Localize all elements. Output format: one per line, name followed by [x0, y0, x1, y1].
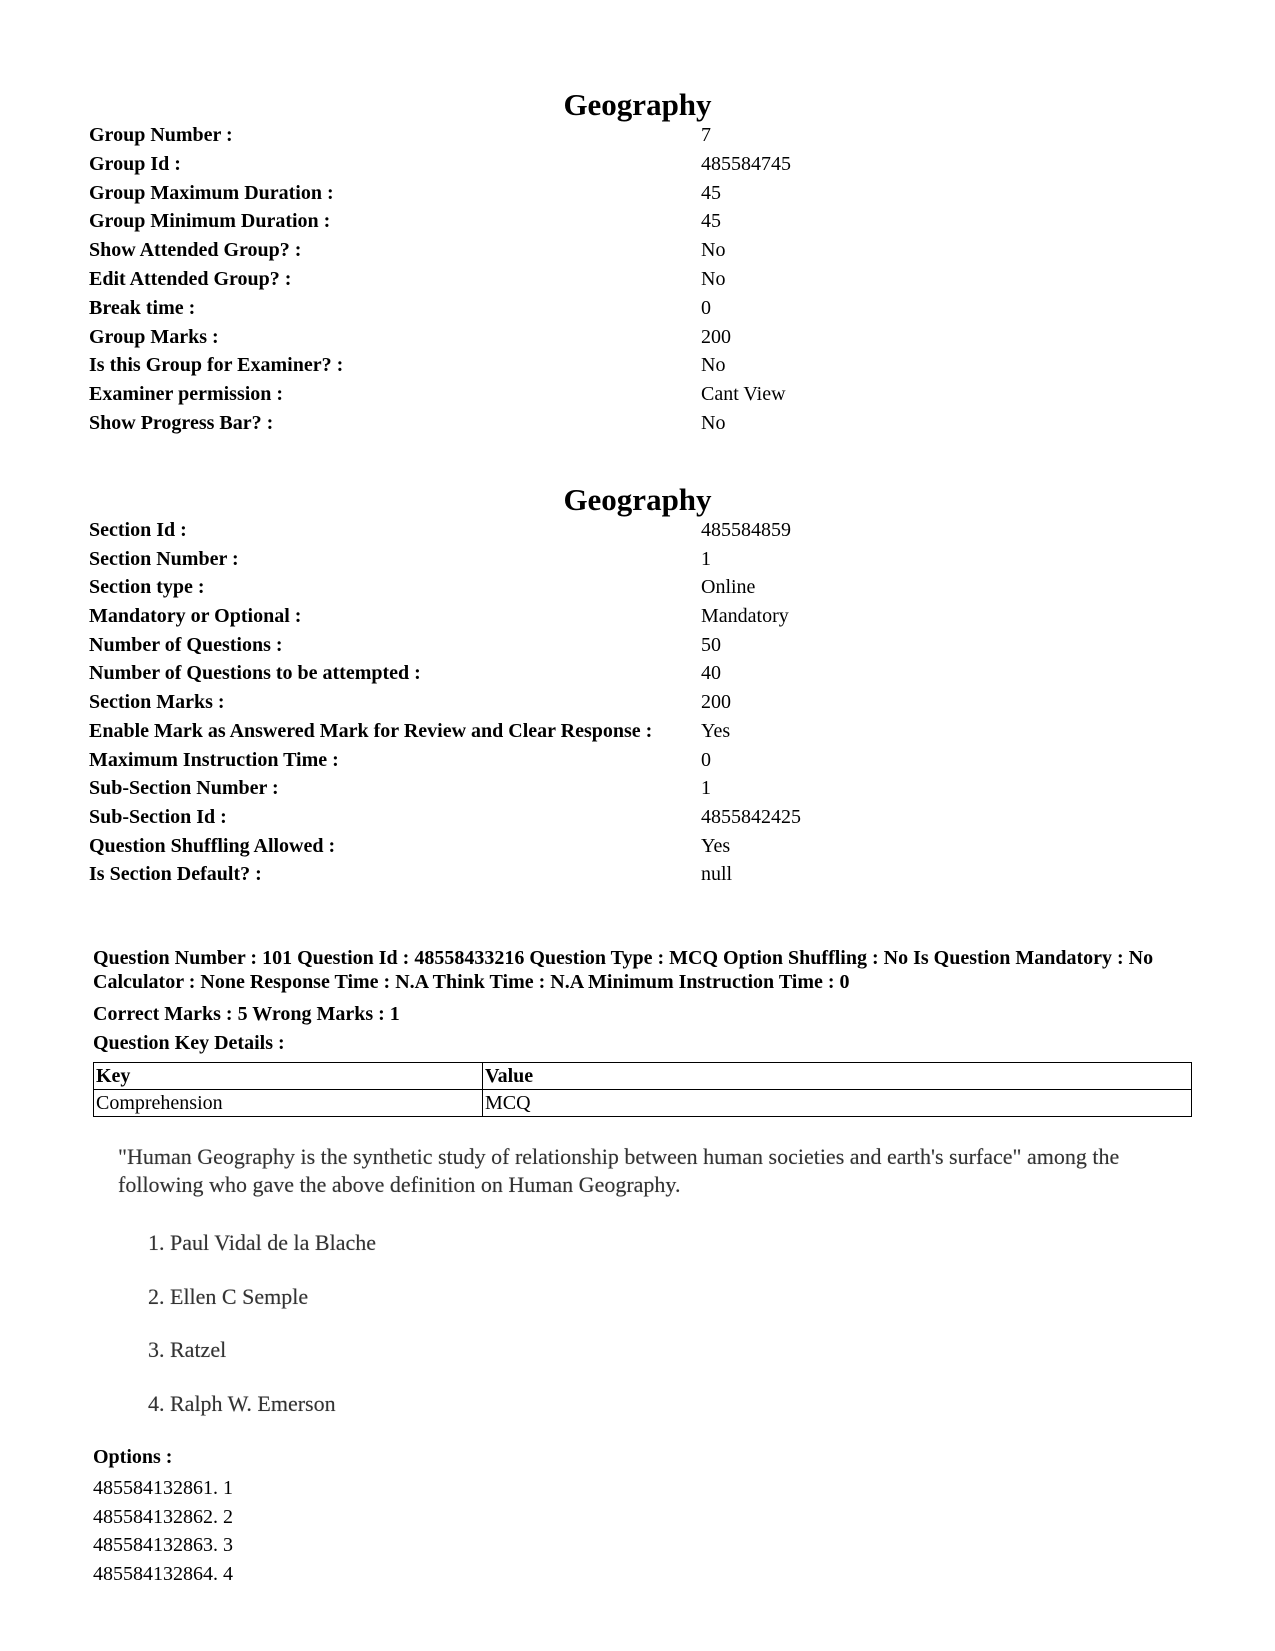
detail-value: 45 — [701, 210, 721, 233]
detail-key: Show Progress Bar? : — [89, 411, 274, 434]
detail-row — [89, 294, 1189, 323]
detail-key: Sub-Section Number : — [89, 777, 279, 800]
detail-key: Enable Mark as Answered Mark for Review and Clear Response : — [89, 719, 653, 742]
detail-key: Section Marks : — [89, 691, 225, 714]
detail-key: Group Id : — [89, 152, 181, 175]
detail-key: Group Minimum Duration : — [89, 210, 331, 233]
detail-key: Section Id : — [89, 519, 187, 541]
detail-value: No — [701, 239, 726, 262]
options-list — [93, 1474, 233, 1589]
detail-value: 200 — [701, 691, 731, 714]
detail-row — [89, 409, 1189, 438]
detail-key: Group Marks : — [89, 325, 219, 348]
detail-row — [89, 631, 1189, 660]
detail-value: 485584745 — [701, 152, 791, 175]
detail-row — [89, 236, 1189, 265]
detail-value: 485584859 — [701, 519, 791, 541]
option-item: 485584132861. 1 — [93, 1477, 233, 1499]
detail-key: Show Attended Group? : — [89, 239, 302, 262]
detail-value: No — [701, 267, 726, 290]
question-choice-2: 2. Ellen C Semple — [148, 1284, 309, 1309]
detail-key: Is Section Default? : — [89, 863, 262, 886]
group-details — [89, 121, 1189, 438]
detail-row — [89, 516, 1189, 545]
question-marks: Correct Marks : 5 Wrong Marks : 1 — [93, 1003, 400, 1025]
detail-row — [89, 717, 1189, 746]
detail-row — [89, 265, 1189, 294]
detail-value: Mandatory — [701, 605, 789, 628]
detail-key: Number of Questions to be attempted : — [89, 662, 421, 685]
detail-row — [89, 179, 1189, 208]
question-key-details-label: Question Key Details : — [93, 1032, 285, 1054]
detail-row — [89, 774, 1189, 803]
detail-value: Cant View — [701, 383, 786, 406]
section-title: Geography — [563, 482, 712, 517]
detail-row — [89, 573, 1189, 602]
detail-key: Edit Attended Group? : — [89, 267, 292, 290]
option-item: 485584132864. 4 — [93, 1563, 233, 1586]
detail-value: No — [701, 411, 726, 434]
detail-row — [89, 121, 1189, 150]
section-details — [89, 516, 1189, 889]
detail-row — [89, 380, 1189, 409]
detail-row — [89, 860, 1189, 889]
detail-key: Maximum Instruction Time : — [89, 748, 339, 771]
question-info: Question Number : 101 Question Id : 48558433216 Question Type : MCQ Option Shuffling : No Is Question Mandatory : No Calculator : None Response Time : N.A Think Time : N.A Minimum Instruction Time : 0 — [93, 947, 1154, 993]
option-item: 485584132862. 2 — [93, 1505, 233, 1528]
question-choice-3: 3. Ratzel — [148, 1337, 227, 1362]
detail-value: 4855842425 — [701, 805, 801, 828]
detail-value: 1 — [701, 777, 711, 800]
detail-key: Question Shuffling Allowed : — [89, 834, 336, 857]
detail-value: 50 — [701, 633, 721, 656]
detail-value: 200 — [701, 325, 731, 348]
detail-row — [89, 323, 1189, 352]
key-table-cell-value: MCQ — [483, 1090, 1192, 1117]
detail-value: null — [701, 863, 733, 886]
key-table-header-value: Value — [483, 1063, 1192, 1090]
detail-row — [89, 150, 1189, 179]
option-item: 485584132863. 3 — [93, 1534, 233, 1557]
detail-value: Yes — [701, 834, 731, 857]
key-table-header-row — [94, 1063, 1192, 1090]
detail-row — [89, 602, 1189, 631]
detail-value: 0 — [701, 748, 711, 771]
detail-row — [89, 746, 1189, 775]
detail-key: Number of Questions : — [89, 633, 283, 656]
detail-row — [89, 545, 1189, 574]
options-label: Options : — [93, 1446, 173, 1468]
detail-value: No — [701, 354, 726, 377]
detail-key: Examiner permission : — [89, 383, 284, 406]
key-table-row — [94, 1090, 1192, 1117]
detail-value: Yes — [701, 719, 731, 742]
detail-value: 45 — [701, 181, 721, 204]
detail-key: Group Number : — [89, 124, 233, 146]
detail-value: 40 — [701, 662, 721, 685]
detail-row — [89, 659, 1189, 688]
question-stem: "Human Geography is the synthetic study of relationship between human societies and earth's surface" among the following who gave the above definition on Human Geography. — [118, 1144, 1120, 1197]
question-image — [118, 1143, 1188, 1416]
question-key-table — [93, 1062, 1192, 1117]
question-choice-1: 1. Paul Vidal de la Blache — [148, 1230, 376, 1255]
key-table-cell-key: Comprehension — [94, 1090, 483, 1117]
detail-row — [89, 832, 1189, 861]
detail-value: 1 — [701, 547, 711, 570]
detail-key: Group Maximum Duration : — [89, 181, 334, 204]
detail-key: Mandatory or Optional : — [89, 605, 302, 628]
key-table-header-key: Key — [94, 1063, 483, 1090]
group-title: Geography — [563, 87, 712, 122]
detail-key: Section type : — [89, 576, 205, 599]
detail-key: Break time : — [89, 296, 196, 319]
detail-key: Sub-Section Id : — [89, 805, 227, 828]
question-choice-4: 4. Ralph W. Emerson — [148, 1391, 336, 1416]
detail-value: 0 — [701, 296, 711, 319]
detail-row — [89, 688, 1189, 717]
detail-row — [89, 803, 1189, 832]
detail-row — [89, 207, 1189, 236]
detail-key: Is this Group for Examiner? : — [89, 354, 344, 377]
detail-value: 7 — [701, 124, 711, 146]
detail-row — [89, 351, 1189, 380]
detail-value: Online — [701, 576, 756, 599]
detail-key: Section Number : — [89, 547, 239, 570]
